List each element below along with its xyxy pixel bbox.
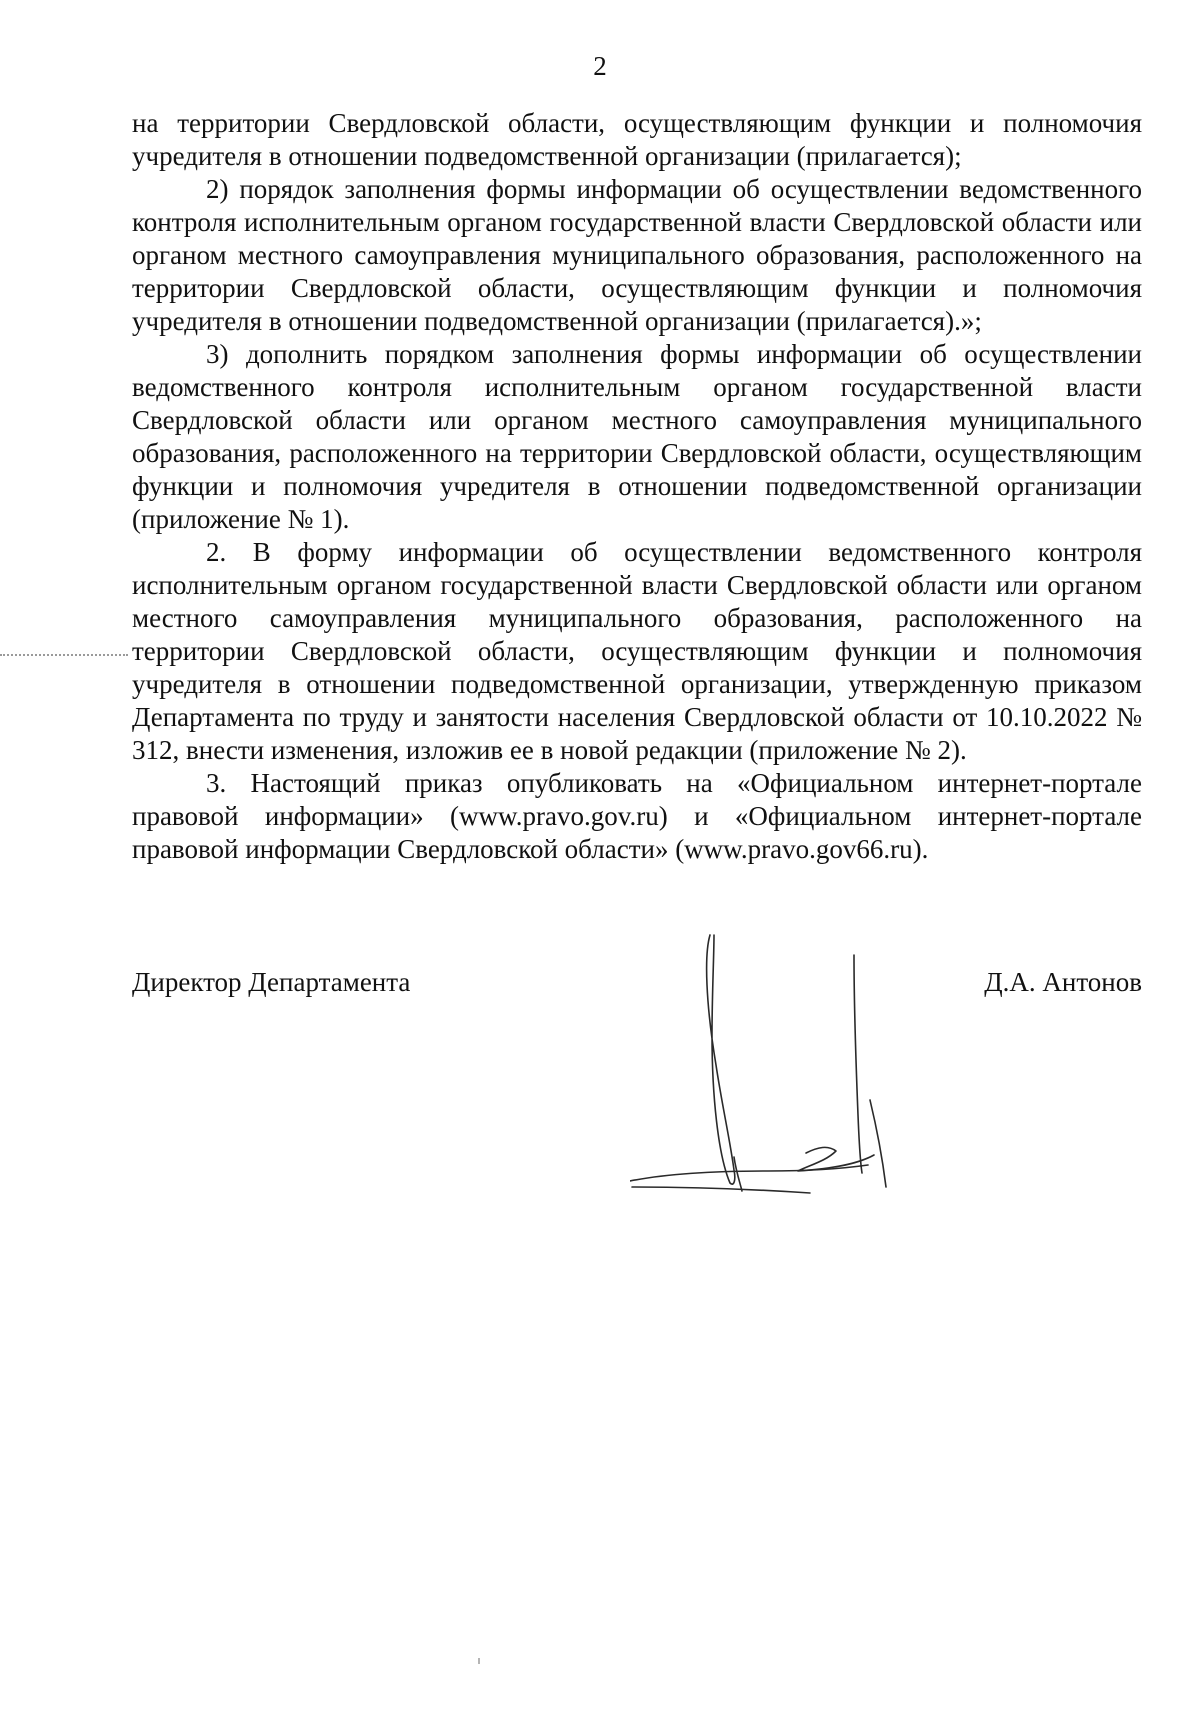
signer-name: Д.А. Антонов (984, 967, 1142, 997)
handwritten-signature (630, 925, 960, 1215)
paragraph-1: на территории Свердловской области, осуществляющим функции и полномочия учредителя в отношении подведомственной организации (прилагается); (132, 108, 1142, 171)
scan-speck (478, 1658, 480, 1664)
paragraph-2: 2) порядок заполнения формы информации об осуществлении ведомственного контроля исполнительным органом государственной власти Свердловской области или органом местного самоуправления муниципального образования, расположенного на территории Свердловской области, осуществляющим функции и полномочия учредителя в отношении подведомственной организации (прилагается).»; (132, 174, 1142, 336)
document-body (132, 107, 1142, 866)
paragraph-5: 3. Настоящий приказ опубликовать на «Официальном интернет-портале правовой информации» (www.pravo.gov.ru) и «Официальном интернет-портале правовой информации Свердловской области» (www.pravo.gov66.ru). (132, 768, 1142, 864)
page-number: 2 (593, 51, 607, 81)
scan-artifact-dash (0, 654, 128, 656)
paragraph-4: 2. В форму информации об осуществлении ведомственного контроля исполнительным органом государственной власти Свердловской области или органом местного самоуправления муниципального образования, расположенного на территории Свердловской области, осуществляющим функции и полномочия учредителя в отношении подведомственной организации, утвержденную приказом Департамента по труду и занятости населения Свердловской области от 10.10.2022 № 312, внести изменения, изложив ее в новой редакции (приложение № 2). (132, 537, 1142, 765)
paragraph-3: 3) дополнить порядком заполнения формы информации об осуществлении ведомственного контроля исполнительным органом государственной власти Свердловской области или органом местного самоуправления муниципального образования, расположенного на территории Свердловской области, осуществляющим функции и полномочия учредителя в отношении подведомственной организации (приложение № 1). (132, 339, 1142, 534)
signer-title: Директор Департамента (132, 967, 411, 997)
